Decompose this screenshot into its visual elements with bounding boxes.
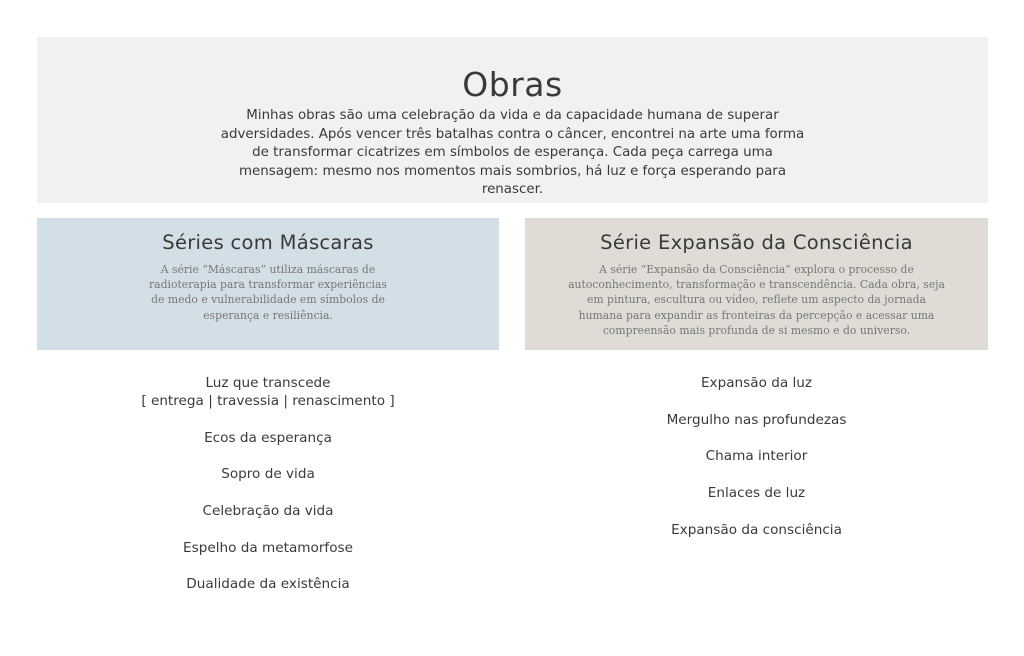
work-item[interactable] (37, 465, 499, 483)
series-card-expansao (525, 218, 988, 350)
work-title[interactable]: Luz que transcede (205, 375, 331, 391)
work-item[interactable] (37, 374, 499, 410)
work-title[interactable]: Sopro de vida (221, 466, 315, 483)
work-title[interactable]: Ecos da esperança (204, 429, 332, 446)
works-list-expansao (525, 374, 988, 557)
intro-section (37, 37, 988, 203)
work-title[interactable]: Expansão da luz (700, 375, 813, 391)
works-list-mascaras (37, 374, 499, 612)
work-title[interactable]: Mergulho nas profundezas (666, 411, 847, 428)
series-description: A série “Expansão da Consciência” explora o processo de autoconhecimento, transformação e transcendência. Cada obra, seja em pintura, escultura ou vídeo, reflete um aspecto da jornada humana para expandir as fronteiras da percepção e acessar uma compreensão mais profunda de si mesmo e do universo. (568, 263, 945, 337)
work-item[interactable] (37, 502, 499, 520)
work-item[interactable] (525, 374, 988, 392)
work-item[interactable] (525, 521, 988, 539)
work-item[interactable] (525, 447, 988, 465)
work-title[interactable]: Espelho da metamorfose (183, 539, 353, 556)
work-item[interactable] (37, 539, 499, 557)
intro-text: Minhas obras são uma celebração da vida e da capacidade humana de superar adversidades. Após vencer três batalhas contra o câncer, encontrei na arte uma forma de transformar cicatrizes em símbolos de esperança. Cada peça carrega uma mensagem: mesmo nos momentos mais sombrios, há luz e força esperando para renascer. (220, 108, 805, 197)
series-title: Série Expansão da Consciência (600, 231, 913, 254)
work-title[interactable]: Enlaces de luz (707, 485, 806, 502)
work-title[interactable]: Expansão da consciência (671, 521, 842, 538)
work-subtitle: [ entrega | travessia | renascimento ] (141, 393, 395, 409)
work-item[interactable] (37, 575, 499, 593)
work-title[interactable]: Dualidade da existência (186, 576, 350, 593)
page-title: Obras (462, 65, 563, 104)
work-item[interactable] (525, 411, 988, 429)
series-card-mascaras (37, 218, 499, 350)
work-title[interactable]: Celebração da vida (202, 503, 334, 520)
work-item[interactable] (525, 484, 988, 502)
work-item[interactable] (37, 429, 499, 447)
work-title[interactable]: Chama interior (705, 448, 808, 465)
series-description: A série “Máscaras” utiliza máscaras de radioterapia para transformar experiências de medo e vulnerabilidade em símbolos de esperança e resiliência. (149, 263, 387, 322)
series-title: Séries com Máscaras (162, 231, 374, 254)
